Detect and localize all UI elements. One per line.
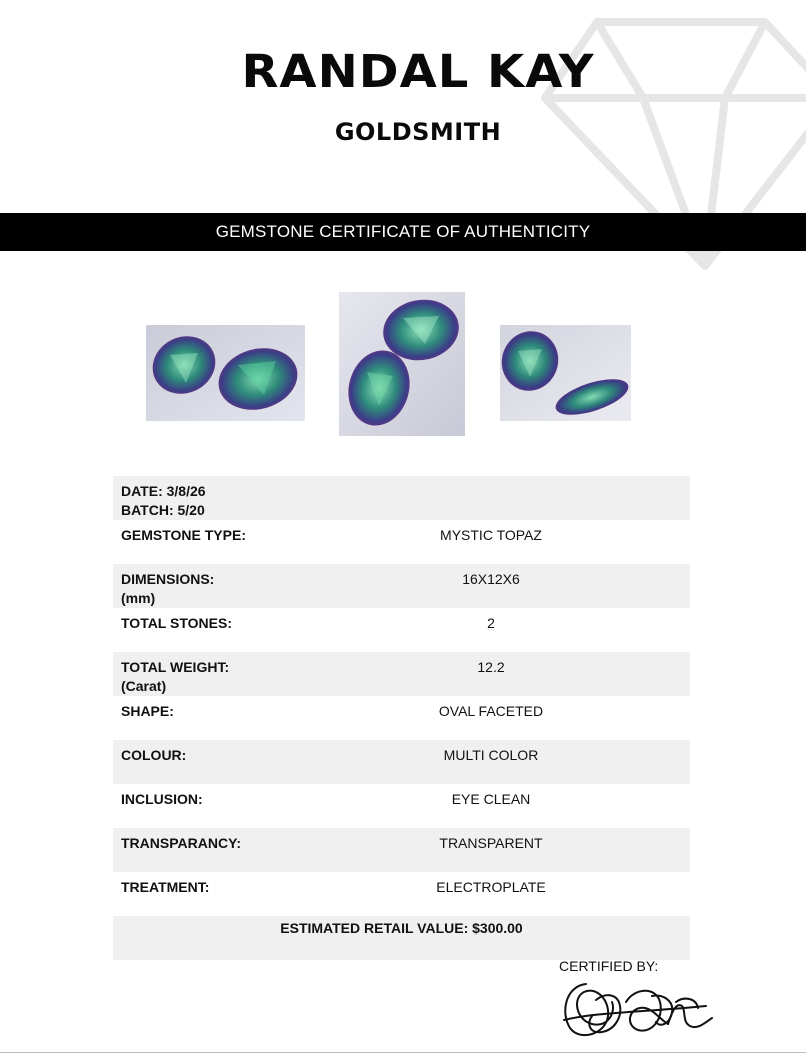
row-label: GEMSTONE TYPE: — [121, 527, 246, 543]
row-value: 12.2 — [477, 659, 505, 675]
date-batch-row — [113, 476, 690, 520]
row-value: MYSTIC TOPAZ — [440, 527, 542, 543]
table-row — [113, 696, 690, 740]
table-row — [113, 652, 690, 696]
brand-subtitle: GOLDSMITH — [334, 118, 502, 146]
gem-photo-two-ovals — [146, 325, 305, 421]
row-value: EYE CLEAN — [451, 791, 531, 807]
row-label: TOTAL STONES: — [121, 615, 232, 631]
table-row — [113, 520, 690, 564]
row-label: TRANSPARANCY: — [121, 835, 242, 851]
table-row — [113, 564, 690, 608]
table-row — [113, 740, 690, 784]
retail-value-row — [113, 916, 690, 960]
row-value: TRANSPARENT — [439, 835, 543, 851]
row-label: TREATMENT: — [121, 879, 210, 895]
bottom-divider — [0, 1052, 806, 1053]
row-label: SHAPE: — [121, 703, 174, 719]
batch-text: BATCH: 5/20 — [121, 502, 205, 518]
gem-photo-side-view — [500, 325, 631, 421]
row-label: DIMENSIONS: (mm) — [121, 571, 215, 606]
table-row — [113, 608, 690, 652]
retail-value: ESTIMATED RETAIL VALUE: $300.00 — [280, 920, 523, 936]
brand-name: RANDAL KAY — [241, 45, 595, 99]
table-row — [113, 784, 690, 828]
date-batch-label — [121, 482, 206, 520]
gem-photo-stacked — [339, 292, 465, 436]
row-value: OVAL FACETED — [438, 703, 544, 719]
certificate-title-banner: GEMSTONE CERTIFICATE OF AUTHENTICITY — [0, 213, 806, 251]
gemstone-details-table — [113, 476, 690, 960]
row-value: MULTI COLOR — [443, 747, 539, 763]
row-value: 16X12X6 — [462, 571, 520, 587]
date-text: DATE: 3/8/26 — [121, 483, 206, 499]
row-value: ELECTROPLATE — [436, 879, 546, 895]
row-value: 2 — [487, 615, 495, 631]
row-label: INCLUSION: — [121, 791, 203, 807]
signature — [556, 972, 716, 1042]
certified-by-label: CERTIFIED BY: — [559, 958, 659, 974]
row-label: COLOUR: — [121, 747, 187, 763]
row-label: TOTAL WEIGHT: (Carat) — [121, 659, 230, 694]
table-row — [113, 872, 690, 916]
table-row — [113, 828, 690, 872]
